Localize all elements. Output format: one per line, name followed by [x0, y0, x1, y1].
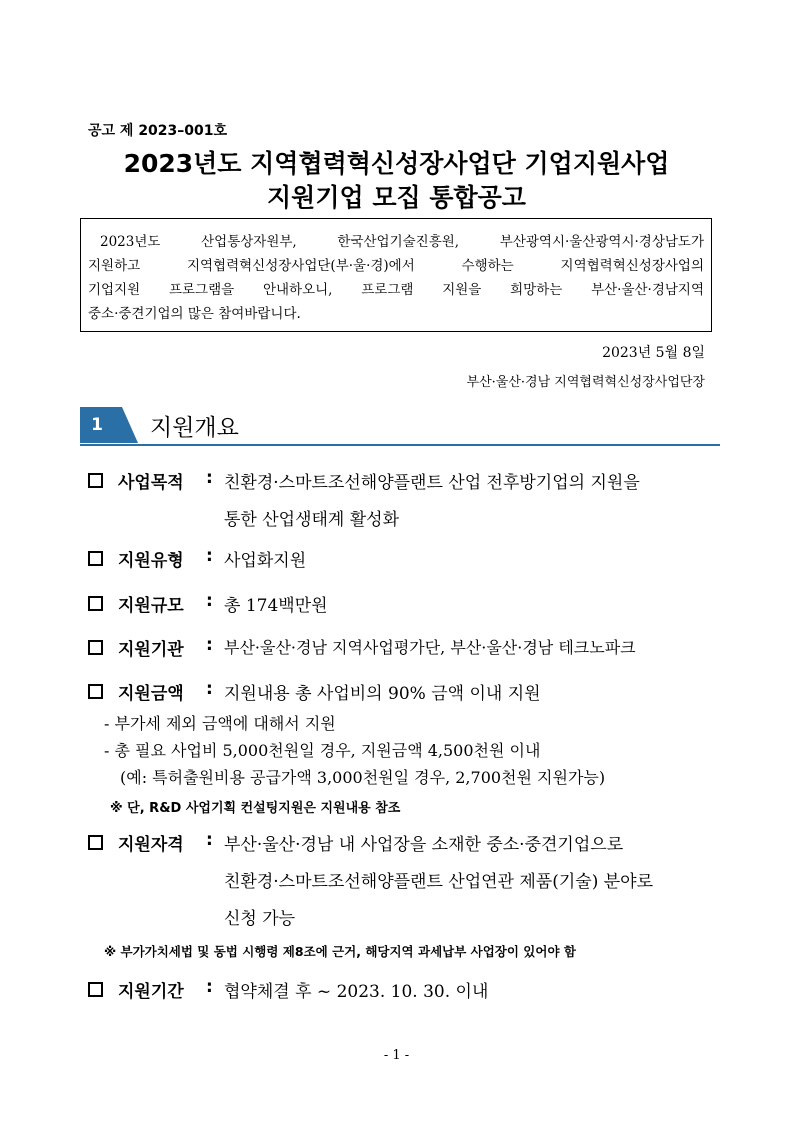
purpose-label: 사업목적 — [118, 473, 184, 493]
checkbox-icon — [88, 684, 103, 699]
amount-label: 지원금액 — [118, 684, 184, 704]
page-title-line2: 지원기업 모집 통합공고 — [267, 183, 526, 212]
eligibility-line2: 친환경·스마트조선해양플랜트 산업연관 제품(기술) 분야로 — [224, 872, 654, 892]
checkbox-icon — [88, 835, 103, 850]
intro-box — [80, 218, 712, 332]
section-divider — [80, 444, 720, 446]
checkbox-icon — [88, 596, 103, 611]
type-value: 사업화지원 — [224, 551, 307, 571]
section-arrow-icon — [112, 407, 138, 443]
checkbox-icon — [88, 551, 103, 566]
scale-value: 총 174백만원 — [224, 596, 328, 616]
amount-detail-2: - 총 필요 사업비 5,000천원일 경우, 지원금액 4,500천원 이내 — [104, 741, 541, 760]
amount-value: 지원내용 총 사업비의 90% 금액 이내 지원 — [224, 684, 541, 704]
section-number-badge: 1 — [80, 407, 114, 443]
purpose-value-line2: 통한 산업생태계 활성화 — [224, 510, 400, 530]
eligibility-label: 지원자격 — [118, 835, 184, 855]
colon: : — [206, 830, 213, 850]
section-title: 지원개요 — [150, 415, 239, 441]
eligibility-line3: 신청 가능 — [224, 909, 296, 929]
intro-line: 중소·중견기업의 많은 참여바랍니다. — [88, 306, 301, 322]
intro-line: 2023년도 산업통상자원부, 한국산업기술진흥원, 부산광역시·울산광역시·경상남도가 — [100, 234, 704, 250]
agency-label: 지원기관 — [118, 640, 184, 660]
colon: : — [206, 591, 213, 611]
page-title-line1: 2023년도 지역협력혁신성장사업단 기업지원사업 — [123, 149, 670, 178]
organization-name: 부산·울산·경남 지역협력혁신성장사업단장 — [466, 375, 705, 390]
intro-line: 기업지원 프로그램을 안내하오니, 프로그램 지원을 희망하는 부산·울산·경남지역 — [88, 282, 704, 298]
type-label: 지원유형 — [118, 551, 184, 571]
agency-value: 부산·울산·경남 지역사업평가단, 부산·울산·경남 테크노파크 — [224, 638, 636, 657]
period-label: 지원기간 — [118, 982, 184, 1002]
period-value: 협약체결 후 ~ 2023. 10. 30. 이내 — [224, 982, 489, 1002]
checkbox-icon — [88, 473, 103, 488]
amount-note: ※ 단, R&D 사업기획 컨설팅지원은 지원내용 참조 — [110, 801, 401, 816]
colon: : — [206, 977, 213, 997]
amount-detail-1: - 부가세 제외 금액에 대해서 지원 — [104, 714, 336, 733]
eligibility-line1: 부산·울산·경남 내 사업장을 소재한 중소·중견기업으로 — [224, 835, 624, 855]
colon: : — [206, 468, 213, 488]
colon: : — [206, 679, 213, 699]
notice-number: 공고 제 2023–001호 — [88, 123, 228, 139]
intro-line: 지원하고 지역협력혁신성장사업단(부·울·경)에서 수행하는 지역협력혁신성장사업의 — [88, 258, 704, 274]
announcement-date: 2023년 5월 8일 — [602, 345, 705, 361]
amount-example: (예: 특허출원비용 공급가액 3,000천원일 경우, 2,700천원 지원가능) — [120, 768, 606, 787]
checkbox-icon — [88, 982, 103, 997]
scale-label: 지원규모 — [118, 596, 184, 616]
colon: : — [206, 546, 213, 566]
checkbox-icon — [88, 640, 103, 655]
colon: : — [206, 635, 213, 655]
page-number: - 1 - — [383, 1048, 410, 1063]
purpose-value-line1: 친환경·스마트조선해양플랜트 산업 전후방기업의 지원을 — [224, 473, 640, 493]
eligibility-note: ※ 부가가치세법 및 동법 시행령 제8조에 근거, 해당지역 과세납부 사업장이 있어야 함 — [104, 944, 576, 959]
